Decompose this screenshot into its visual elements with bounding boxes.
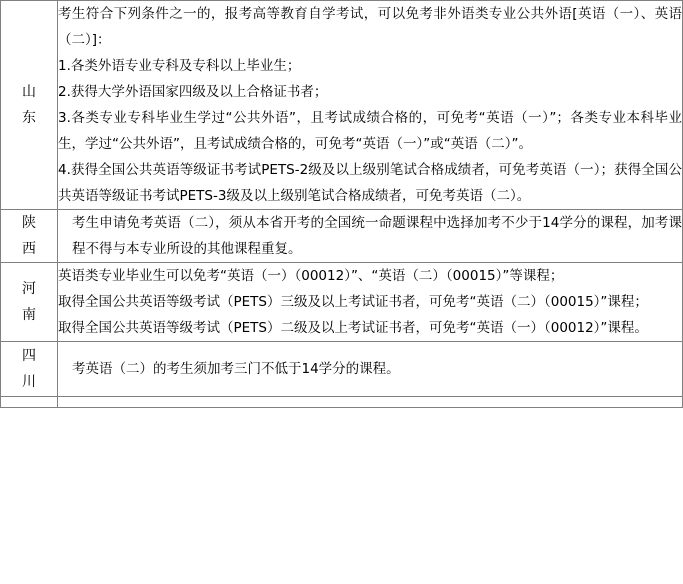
policy-content-sichuan xyxy=(58,342,683,397)
table-body xyxy=(1,1,683,408)
policy-paragraph: 1.各类外语专业专科及专科以上毕业生； xyxy=(58,58,301,74)
table-row xyxy=(1,210,683,263)
policy-paragraph: 取得全国公共英语等级考试（PETS）三级及以上考试证书者，可免考“英语（二）（00015）”课程； xyxy=(58,294,648,310)
policy-content-empty xyxy=(58,397,683,408)
policy-paragraph: 4.获得全国公共英语等级证书考试PETS-2级及以上级别笔试合格成绩者，可免考英语（一）；获得全国公共英语等级证书考试PETS-3级及以上级别笔试合格成绩者，可免考英语（二）。 xyxy=(58,162,682,204)
policy-paragraph: 3.各类专业专科毕业生学过“公共外语”，且考试成绩合格的，可免考“英语（一）”；各类专业本科毕业生，学过“公共外语”，且考试成绩合格的，可免考“英语（一）”或“英语（二）”。 xyxy=(58,110,682,152)
region-label-sichuan xyxy=(1,342,58,397)
policy-content-shandong xyxy=(58,1,683,210)
region-text: 四川 xyxy=(22,348,36,390)
region-label-henan xyxy=(1,263,58,342)
region-label-shandong xyxy=(1,1,58,210)
policy-paragraph: 考生符合下列条件之一的，报考高等教育自学考试，可以免考非外语类专业公共外语[英语（一）、英语（二）]： xyxy=(58,6,682,48)
region-label-shaanxi xyxy=(1,210,58,263)
region-text: 河南 xyxy=(22,281,36,323)
policy-paragraph: 英语类专业毕业生可以免考“英语（一）（00012）”、“英语（二）（00015）”等课程； xyxy=(58,268,564,284)
table-row xyxy=(1,263,683,342)
policy-paragraph: 2.获得大学外语国家四级及以上合格证书者； xyxy=(58,84,328,100)
policy-content-shaanxi xyxy=(58,210,683,263)
policy-paragraph: 考英语（二）的考生须加考三门不低于14学分的课程。 xyxy=(72,361,400,377)
table-row xyxy=(1,1,683,210)
table-row xyxy=(1,342,683,397)
region-text: 陕西 xyxy=(22,215,36,257)
policy-paragraph: 考生申请免考英语（二），须从本省开考的全国统一命题课程中选择加考不少于14学分的课程，加考课程不得与本专业所设的其他课程重复。 xyxy=(72,215,682,257)
policy-paragraph: 取得全国公共英语等级考试（PETS）二级及以上考试证书者，可免考“英语（一）（00012）”课程。 xyxy=(58,320,648,336)
policy-content-henan xyxy=(58,263,683,342)
region-label-empty xyxy=(1,397,58,408)
table-row-partial xyxy=(1,397,683,408)
region-text: 山东 xyxy=(22,84,36,126)
